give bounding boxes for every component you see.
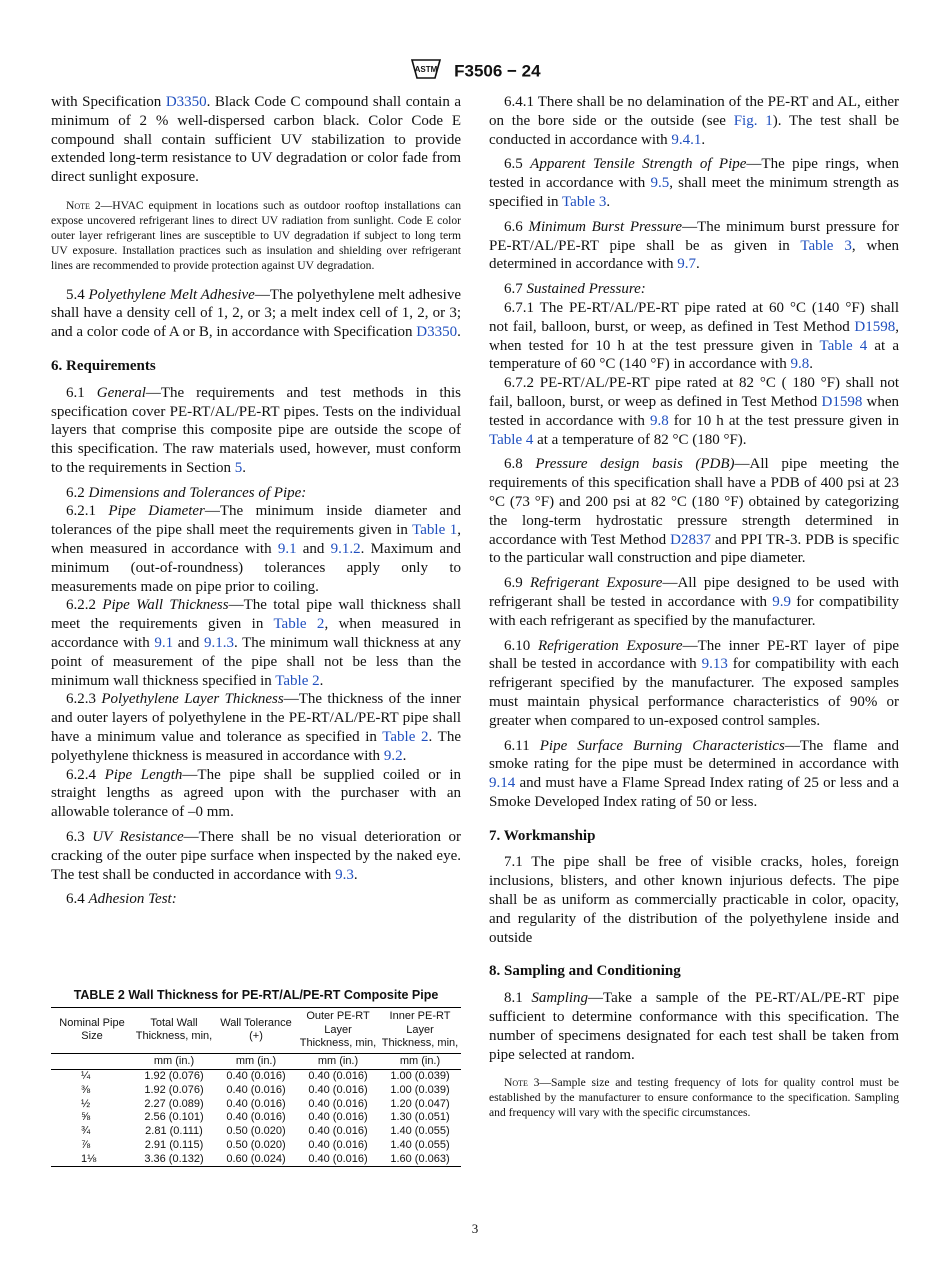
xref-link[interactable]: 9.8	[790, 356, 810, 373]
italic-run: Sustained Pressure:	[526, 281, 646, 298]
unit-2: mm (in.)	[215, 1053, 297, 1070]
text-run: . Black Code C compound shall contain a minimum of 2 % well-dispersed carbon black. Color Code E compound shall contain sufficient UV stabilization to provide extended long-term resistance to UV degradation or color fade from direct sunlight exposure.	[51, 94, 462, 186]
text-run: —Take a sample of the PE-RT/AL/PE-RT pipe sufficient to determine conformance with this specification. The number of specimens designated for each test shall be taken from pipe selected at random.	[489, 990, 899, 1063]
text-run: .	[353, 866, 358, 883]
para-6-4	[51, 890, 461, 909]
xref-link[interactable]: Fig. 1	[733, 112, 773, 129]
th-outer: Outer PE-RT Layer Thickness, min,	[297, 1008, 379, 1054]
unit-3: mm (in.)	[297, 1053, 379, 1070]
note-2	[51, 199, 461, 274]
text-run: 6.8	[504, 456, 536, 473]
xref-link[interactable]: 9.5	[650, 175, 670, 192]
cell-value: 2.91 (0.115)	[144, 1138, 204, 1151]
cell-value: 0.40 (0.016)	[297, 1153, 379, 1167]
italic-run: General	[96, 384, 146, 401]
italic-run: Refrigerant Exposure	[529, 575, 663, 592]
table-2	[51, 988, 461, 1167]
xref-link[interactable]: 9.2	[383, 747, 403, 764]
cell-value: 2.56 (0.101)	[144, 1111, 204, 1124]
table-2-title: TABLE 2 Wall Thickness for PE-RT/AL/PE-RT Composite Pipe	[73, 988, 439, 1002]
th-total-wall: Total Wall Thickness, min,	[133, 1008, 215, 1054]
xref-link[interactable]: 9.3	[335, 866, 354, 883]
cell-nominal-size: 1⅛	[51, 1153, 133, 1167]
xref-link[interactable]: D1598	[821, 393, 863, 410]
para-6-2-1	[51, 502, 461, 596]
para-6-6	[489, 218, 899, 274]
para-6-9	[489, 574, 899, 630]
cell-nominal-size: ⅜	[81, 1084, 91, 1097]
xref-link[interactable]: D2837	[670, 531, 711, 548]
table-row	[51, 1125, 461, 1139]
cell-value: 0.40 (0.016)	[226, 1111, 286, 1124]
note-3-text: —Sample size and testing frequency of lots for quality control must be established by the manufacturer to ensure conformance to the specification. Sampling and frequency will vary with the specific circumstances.	[489, 1076, 899, 1120]
text-run: 6.9	[504, 575, 530, 592]
xref-link[interactable]: Table 1	[412, 522, 458, 539]
para-6-7-1	[489, 299, 899, 374]
xref-link[interactable]: Table 2	[382, 729, 429, 746]
text-run: with Specification	[51, 94, 166, 110]
text-run: 6.2.4	[66, 766, 105, 783]
xref-link[interactable]: D3350	[416, 324, 458, 341]
unit-0	[51, 1053, 133, 1070]
text-run: for compatibility with each refrigerant specified by the manufacturer. The exposed samples must maintain physical performance characteristics of 90% or greater when compared to un-exposed control samples.	[489, 656, 899, 729]
cell-value: 2.81 (0.111)	[145, 1125, 203, 1138]
text-run: , when tested for 10 h at the test pressure given in	[489, 318, 899, 354]
text-run: ). The test shall be conducted in accordance with	[489, 112, 899, 148]
italic-run: Dimensions and Tolerances of Pipe:	[88, 484, 307, 501]
text-run: —The polyethylene melt adhesive shall have a density cell of 1, 2, or 3; a melt index cell of 1, 2, or 3; and a color code of A or B, in accordance with Specification	[51, 286, 461, 341]
text-run: 8.1	[504, 990, 532, 1007]
para-6-7-2	[489, 374, 899, 449]
para-6-2-2	[51, 596, 461, 690]
para-8-1	[489, 989, 899, 1064]
note-3	[489, 1076, 899, 1121]
italic-run: Pipe Length	[104, 766, 183, 783]
italic-run: Polyethylene Layer Thickness	[101, 691, 284, 708]
text-run: —The flame and smoke rating for the pipe must be determined in accordance with	[489, 737, 899, 773]
text-run: , when measured in accordance with	[51, 522, 461, 558]
xref-link[interactable]: Table 2	[275, 672, 320, 689]
text-run: 6.2	[66, 484, 89, 501]
th-inner: Inner PE-RT Layer Thickness, min,	[379, 1008, 461, 1054]
cell-value: 1.40 (0.055)	[390, 1125, 450, 1138]
italic-run: Pipe Diameter	[108, 503, 205, 520]
cell-value: 0.40 (0.016)	[308, 1097, 368, 1110]
xref-link[interactable]: 9.1	[277, 541, 297, 558]
text-run: for compatibility with each refrigerant as specified by the manufacturer.	[489, 593, 900, 629]
xref-link[interactable]: Table 2	[273, 616, 325, 633]
cell-value: 0.50 (0.020)	[226, 1138, 286, 1151]
text-run: —The pipe shall be supplied coiled or in straight lengths as agreed upon with the purchaser with an allowable tolerance of –0 mm.	[51, 766, 462, 821]
xref-link[interactable]: 9.13	[701, 656, 728, 673]
xref-link[interactable]: 9.9	[772, 593, 792, 610]
section-8-heading: 8. Sampling and Conditioning	[489, 963, 681, 980]
text-run: 6.3	[66, 829, 93, 846]
cell-nominal-size: ⅞	[81, 1138, 91, 1151]
text-run: —All pipe meeting the requirements of this specification shall have a PDB of 400 psi at 23 °C (73 °F) and 200 psi at 82 °C (180 °F) obtained by categorizing the long-term hydrostatic pressure strength determined in accordance with Test Method	[489, 456, 899, 548]
text-run: —The minimum burst pressure for PE-RT/AL/PE-RT pipe shall be as given in	[489, 218, 900, 254]
cell-value: 1.92 (0.076)	[144, 1070, 204, 1083]
text-run: —The minimum inside diameter and tolerances of the pipe shall meet the requirements given in	[51, 503, 461, 539]
text-run: —The thickness of the inner and outer layers of polyethylene in the PE-RT/AL/PE-RT pipe shall have a minimum value and tolerance as specified in	[51, 691, 462, 746]
text-run: .	[696, 256, 700, 273]
text-run: , when determined in accordance with	[489, 237, 899, 273]
cell-value: 1.00 (0.039)	[390, 1070, 450, 1083]
cell-value: 1.20 (0.047)	[390, 1097, 450, 1110]
page-number: 3	[471, 1221, 479, 1236]
xref-link[interactable]: Table 3	[800, 237, 852, 254]
th-tolerance: Wall Tolerance (+)	[215, 1008, 297, 1054]
text-run: 6.2.1	[66, 503, 109, 520]
text-run: and	[296, 541, 331, 558]
text-run: —There shall be no visual deterioration or cracking of the outer pipe surface when inspected by the naked eye. The test shall be conducted in accordance with	[51, 829, 462, 883]
text-run: 6.10	[504, 637, 538, 654]
cell-nominal-size: ½	[81, 1097, 91, 1110]
text-run: —All pipe designed to be used with refrigerant shall be tested in accordance with	[489, 575, 899, 610]
text-run: 6.5	[504, 156, 531, 173]
italic-run: Minimum Burst Pressure	[528, 218, 683, 235]
italic-run: UV Resistance	[92, 829, 184, 846]
para-6-3	[51, 828, 461, 884]
text-run: at a temperature of 82 °C (180 °F).	[533, 431, 747, 448]
table-row	[51, 1070, 461, 1084]
para-6-7	[489, 280, 899, 299]
note-2-label: Note 2	[66, 198, 101, 212]
text-run: 6.7.1 The PE-RT/AL/PE-RT pipe rated at 60 °C (140 °F) shall not fail, balloon, burst, or weep, as defined in Test Method	[489, 299, 899, 335]
para-6-4-1	[489, 93, 899, 149]
para-6-8	[489, 455, 899, 568]
cell-nominal-size: ¼	[81, 1070, 91, 1083]
text-run: .	[319, 672, 324, 689]
cell-value: 1.30 (0.051)	[390, 1111, 450, 1124]
italic-run: Sampling	[531, 990, 589, 1007]
xref-link[interactable]: 9.8	[649, 412, 669, 429]
text-run: 6.2.2	[66, 597, 103, 614]
text-run: 6.6	[504, 218, 529, 235]
cell-value: 1.92 (0.076)	[144, 1084, 204, 1097]
section-7-heading: 7. Workmanship	[489, 827, 596, 844]
italic-run: Apparent Tensile Strength of Pipe	[530, 156, 747, 173]
xref-link[interactable]: D1598	[854, 318, 896, 335]
text-run: —The total pipe wall thickness shall meet the requirements given in	[51, 597, 461, 633]
cell-value: 0.40 (0.016)	[308, 1070, 368, 1083]
para-5-3-cont	[51, 93, 461, 187]
text-run: and PPI TR-3. PDB is specific to the particular wall construction and pipe diameter.	[489, 531, 899, 567]
page-header	[0, 58, 950, 85]
xref-link[interactable]: 9.4.1	[671, 131, 702, 148]
text-run: .	[242, 459, 246, 476]
cell-value: 0.60 (0.024)	[215, 1153, 297, 1167]
astm-logo-icon	[409, 58, 443, 85]
table-row	[51, 1111, 461, 1125]
text-run: .	[402, 747, 407, 764]
text-run: 6.2.3	[66, 691, 102, 708]
table-row	[51, 1084, 461, 1098]
text-run: 5.4	[66, 286, 89, 303]
text-run: 6.4.1 There shall be no delamination of the PE-RT and AL, either on the bore side or the outside (see	[489, 94, 899, 129]
text-run: . The minimum wall thickness at any point of measurement of the pipe shall not be less than the minimum wall thickness specified in	[51, 635, 461, 689]
cell-nominal-size: ⅝	[81, 1111, 91, 1124]
text-run: —The requirements and test methods in this specification cover PE-RT/AL/PE-RT pipes. Tests on the individual layers that comprise this composite pipe are outside the scope of this specification. The raw materials used, however, must conform to the requirements in Section	[51, 384, 462, 476]
text-run: and	[173, 635, 205, 652]
cell-value: 0.40 (0.016)	[308, 1111, 368, 1124]
cell-value: 0.40 (0.016)	[308, 1125, 368, 1138]
table-row	[51, 1153, 461, 1167]
xref-link[interactable]: Table 3	[562, 193, 607, 210]
italic-run: Pipe Wall Thickness	[102, 597, 229, 614]
cell-value: 0.50 (0.020)	[226, 1125, 286, 1138]
table-2-grid	[51, 1007, 461, 1167]
xref-link[interactable]: 9.7	[677, 256, 696, 273]
cell-value: 1.40 (0.055)	[390, 1138, 450, 1151]
text-run: 6.7.2 PE-RT/AL/PE-RT pipe rated at 82 °C ( 180 °F) shall not fail, balloon, burst, or weep as defined in Test Method	[489, 375, 899, 410]
xref-link[interactable]: Table 4	[489, 431, 534, 448]
xref-link[interactable]: 5	[234, 459, 243, 476]
right-column	[489, 93, 899, 1133]
xref-link[interactable]: 9.1.3	[204, 635, 235, 652]
unit-1: mm (in.)	[133, 1053, 215, 1070]
text-run: . The polyethylene thickness is measured in accordance with	[51, 729, 461, 764]
table-row	[51, 1098, 461, 1112]
unit-4: mm (in.)	[379, 1053, 461, 1070]
italic-run: Adhesion Test:	[88, 891, 177, 908]
text-run: 6.4	[66, 891, 89, 908]
text-run: .	[457, 324, 461, 341]
text-run: 7.1 The pipe shall be free of visible cracks, holes, foreign inclusions, blisters, and other known injurious defects. The pipe shall be as uniform as commercially practicable in color, opacity, and regularity of the distribution of the polyethylene inside and outside	[489, 854, 899, 946]
cell-value: 2.27 (0.089)	[144, 1097, 204, 1110]
para-6-2	[51, 484, 461, 503]
cell-value: 0.40 (0.016)	[308, 1138, 368, 1151]
th-nominal: Nominal Pipe Size	[51, 1008, 133, 1054]
text-run: —The inner PE-RT layer of pipe shall be tested in accordance with	[489, 637, 900, 673]
xref-link[interactable]: D3350	[165, 94, 207, 110]
text-run: 6.11	[504, 737, 540, 754]
xref-link[interactable]: 9.1.2	[330, 541, 361, 558]
text-run: , when measured in accordance with	[51, 616, 461, 652]
text-run: .	[701, 131, 706, 148]
text-run: at a temperature of 60 °C (140 °F) in accordance with	[489, 337, 899, 373]
cell-value: 0.40 (0.016)	[226, 1084, 286, 1097]
text-run: .	[606, 193, 611, 210]
svg-text:ASTM: ASTM	[415, 65, 438, 74]
cell-value: 1.60 (0.063)	[379, 1153, 461, 1167]
xref-link[interactable]: Table 4	[819, 337, 868, 354]
text-run: .	[809, 356, 813, 373]
text-run: . Maximum and minimum (out-of-roundness) tolerances apply only to measurements made on pipe prior to coiling.	[51, 541, 461, 595]
italic-run: Pressure design basis (PDB)	[535, 456, 735, 473]
text-run: 6.1	[66, 384, 97, 401]
left-column	[51, 93, 461, 915]
para-6-5	[489, 155, 899, 211]
cell-value: 3.36 (0.132)	[133, 1153, 215, 1167]
cell-value: 0.40 (0.016)	[226, 1097, 286, 1110]
para-6-2-4	[51, 766, 461, 822]
xref-link[interactable]: 9.14	[489, 775, 516, 792]
para-6-1	[51, 384, 461, 478]
designation: F3506 − 24	[454, 61, 541, 81]
para-6-2-3	[51, 690, 461, 765]
text-run: for 10 h at the test pressure given in	[668, 412, 899, 429]
note-2-text: —HVAC equipment in locations such as outdoor rooftop installations can expose uncovered refrigerant lines to direct UV radiation from sunlight. Code E color outer layer refrigerant lines are susceptible to UV degradation if subject to long term UV exposure. Installation practices such as insulation and shielding over refrigerant lines are recommended to provide protection against UV degradation.	[51, 198, 462, 272]
table-row	[51, 1139, 461, 1153]
cell-value: 0.40 (0.016)	[226, 1070, 286, 1083]
text-run: when tested in accordance with	[489, 393, 899, 429]
cell-value: 0.40 (0.016)	[308, 1084, 368, 1097]
para-6-10	[489, 637, 899, 731]
para-5-4	[51, 286, 461, 342]
italic-run: Refrigeration Exposure	[537, 637, 683, 654]
text-run: 6.7	[504, 281, 527, 298]
note-3-label: Note 3	[504, 1076, 540, 1090]
text-run: , shall meet the minimum strength as specified in	[489, 175, 900, 210]
para-7-1	[489, 853, 899, 947]
xref-link[interactable]: 9.1	[154, 635, 174, 652]
section-6-heading: 6. Requirements	[51, 357, 156, 374]
cell-nominal-size: ¾	[81, 1125, 91, 1138]
text-run: and must have a Flame Spread Index rating of 25 or less and a Smoke Developed Index rating of 50 or less.	[489, 775, 899, 810]
para-6-11	[489, 737, 899, 812]
text-run: —The pipe rings, when tested in accordance with	[489, 156, 900, 192]
cell-value: 1.00 (0.039)	[390, 1084, 450, 1097]
italic-run: Pipe Surface Burning Characteristics	[539, 737, 785, 754]
italic-run: Polyethylene Melt Adhesive	[88, 286, 255, 303]
